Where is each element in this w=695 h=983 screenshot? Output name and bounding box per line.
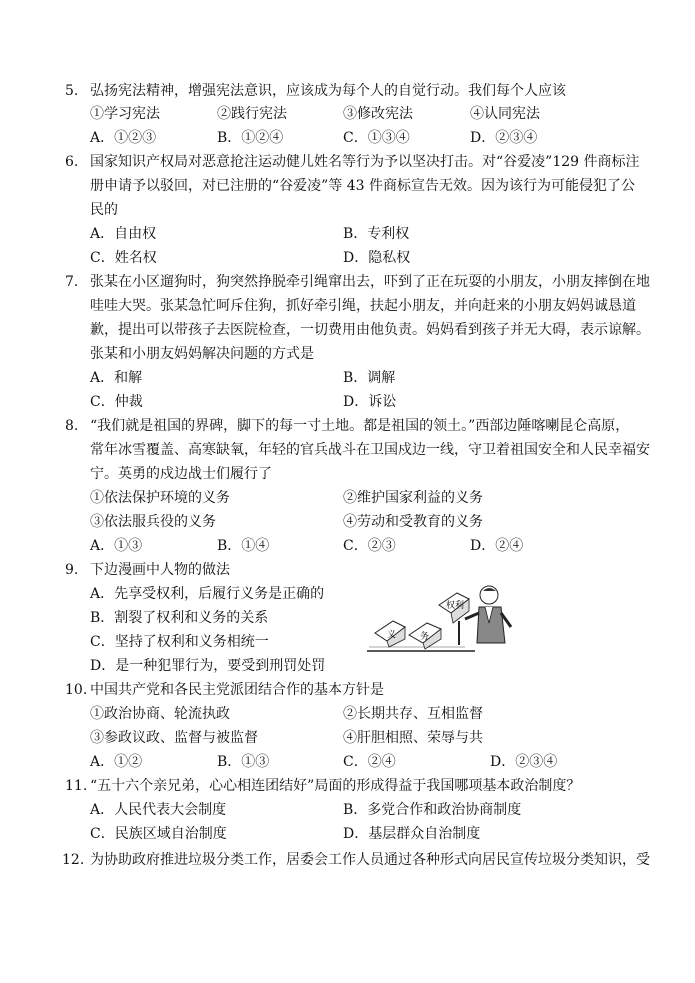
q8-option-a: A．①③ — [90, 538, 143, 554]
q10-option-d: D．②③④ — [490, 754, 558, 770]
q11-stem: “五十六个亲兄弟，心心相连团结好”局面的形成得益于我国哪项基本政治制度？ — [90, 778, 581, 794]
q7-option-a: A．和解 — [90, 370, 143, 386]
q9-option-d: D．是一种犯罪行为，要受到刑罚处罚 — [90, 658, 326, 674]
q7-option-b: B．调解 — [343, 370, 396, 386]
q7-stem-line-2: 哇哇大哭。张某急忙呵斥住狗，抓好牵引绳，扶起小朋友，并向赶来的小朋友妈妈诚恳道 — [90, 298, 636, 314]
q11-option-c: C．民族区域自治制度 — [90, 826, 227, 842]
q8-stem-line-1: “我们就是祖国的界碑，脚下的每一寸土地。都是祖国的领土。”西部边陲喀喇昆仑高原， — [90, 418, 630, 434]
q11-number: 11. — [65, 778, 88, 794]
q8-option-b: B．①④ — [217, 538, 270, 554]
q7-option-c: C．仲裁 — [90, 394, 143, 410]
q8-item-4: ④劳动和受教育的义务 — [343, 514, 483, 530]
q5-option-a: A．①②③ — [90, 130, 157, 146]
q8-item-2: ②维护国家利益的义务 — [343, 490, 483, 506]
q5-option-c: C．①③④ — [343, 130, 410, 146]
q6-option-b: B．专利权 — [343, 226, 410, 242]
q12-stem: 为协助政府推进垃圾分类工作，居委会工作人员通过各种形式向居民宣传垃圾分类知识，受 — [90, 852, 650, 868]
q7-option-d: D．诉讼 — [343, 394, 397, 410]
q7-stem-line-3: 歉，提出可以带孩子去医院检查，一切费用由他负责。妈妈看到孩子并无大碍，表示谅解。 — [90, 322, 650, 338]
q12-number: 12. — [62, 852, 85, 868]
q6-stem-line-3: 民的 — [90, 202, 118, 218]
q11-option-b: B．多党合作和政治协商制度 — [343, 802, 522, 818]
cartoon-label-quanli: 权利 — [446, 601, 465, 611]
q5-option-b: B．①②④ — [217, 130, 284, 146]
q6-option-a: A．自由权 — [90, 226, 157, 242]
q10-number: 10. — [65, 682, 88, 698]
q10-item-1: ①政治协商、轮流执政 — [90, 706, 230, 722]
q8-item-1: ①依法保护环境的义务 — [90, 490, 230, 506]
q8-item-3: ③依法服兵役的义务 — [90, 514, 216, 530]
q9-stem: 下边漫画中人物的做法 — [90, 562, 230, 578]
q10-item-3: ③参政议政、监督与被监督 — [90, 730, 258, 746]
q11-option-a: A．人民代表大会制度 — [90, 802, 227, 818]
q8-option-d: D．②④ — [470, 538, 524, 554]
q8-number: 8. — [65, 418, 79, 434]
q6-stem-line-2: 册申请予以驳回，对已注册的“谷爱凌”等 43 件商标宣告无效。因为该行为可能侵犯了公 — [90, 178, 636, 194]
q6-option-c: C．姓名权 — [90, 250, 157, 266]
q7-number: 7. — [65, 274, 79, 290]
q5-option-d: D．②③④ — [470, 130, 538, 146]
q9-option-c: C．坚持了权利和义务相统一 — [90, 634, 269, 650]
q10-option-c: C．②④ — [343, 754, 396, 770]
q5-number: 5. — [65, 83, 79, 99]
q8-stem-line-2: 常年冰雪覆盖、高寒缺氧，年轻的官兵战斗在卫国戍边一线，守卫着祖国安全和人民幸福安 — [90, 442, 650, 458]
q6-stem-line-1: 国家知识产权局对恶意抢注运动健儿姓名等行为予以坚决打击。对“谷爱凌”129 件商标注 — [90, 154, 640, 170]
q9-option-a: A．先享受权利，后履行义务是正确的 — [90, 586, 325, 602]
q6-number: 6. — [65, 154, 79, 170]
q6-option-d: D．隐私权 — [343, 250, 411, 266]
q9-cartoon-illustration — [365, 583, 523, 655]
q7-stem-line-1: 张某在小区遛狗时，狗突然挣脱牵引绳窜出去，吓到了正在玩耍的小朋友，小朋友摔倒在地 — [90, 274, 650, 290]
q10-option-b: B．①③ — [217, 754, 270, 770]
q5-stem: 弘扬宪法精神，增强宪法意识，应该成为每个人的自觉行动。我们每个人应该 — [90, 83, 566, 99]
q10-item-2: ②长期共存、互相监督 — [343, 706, 483, 722]
q9-option-b: B．割裂了权利和义务的关系 — [90, 610, 269, 626]
q5-item-2: ②践行宪法 — [217, 106, 287, 122]
q10-option-a: A．①② — [90, 754, 143, 770]
q10-stem: 中国共产党和各民主党派团结合作的基本方针是 — [90, 682, 384, 698]
cartoon-label-yi: 义 — [387, 630, 397, 640]
q7-stem-line-4: 张某和小朋友妈妈解决问题的方式是 — [90, 346, 314, 362]
q8-stem-line-3: 宁。英勇的戍边战士们履行了 — [90, 466, 272, 482]
q5-item-4: ④认同宪法 — [470, 106, 540, 122]
q11-option-d: D．基层群众自治制度 — [343, 826, 481, 842]
q10-item-4: ④肝胆相照、荣辱与共 — [343, 730, 483, 746]
q8-option-c: C．②③ — [343, 538, 396, 554]
q9-number: 9. — [65, 562, 79, 578]
q5-item-3: ③修改宪法 — [343, 106, 413, 122]
cartoon-label-wu: 务 — [420, 632, 430, 642]
q5-item-1: ①学习宪法 — [90, 106, 160, 122]
